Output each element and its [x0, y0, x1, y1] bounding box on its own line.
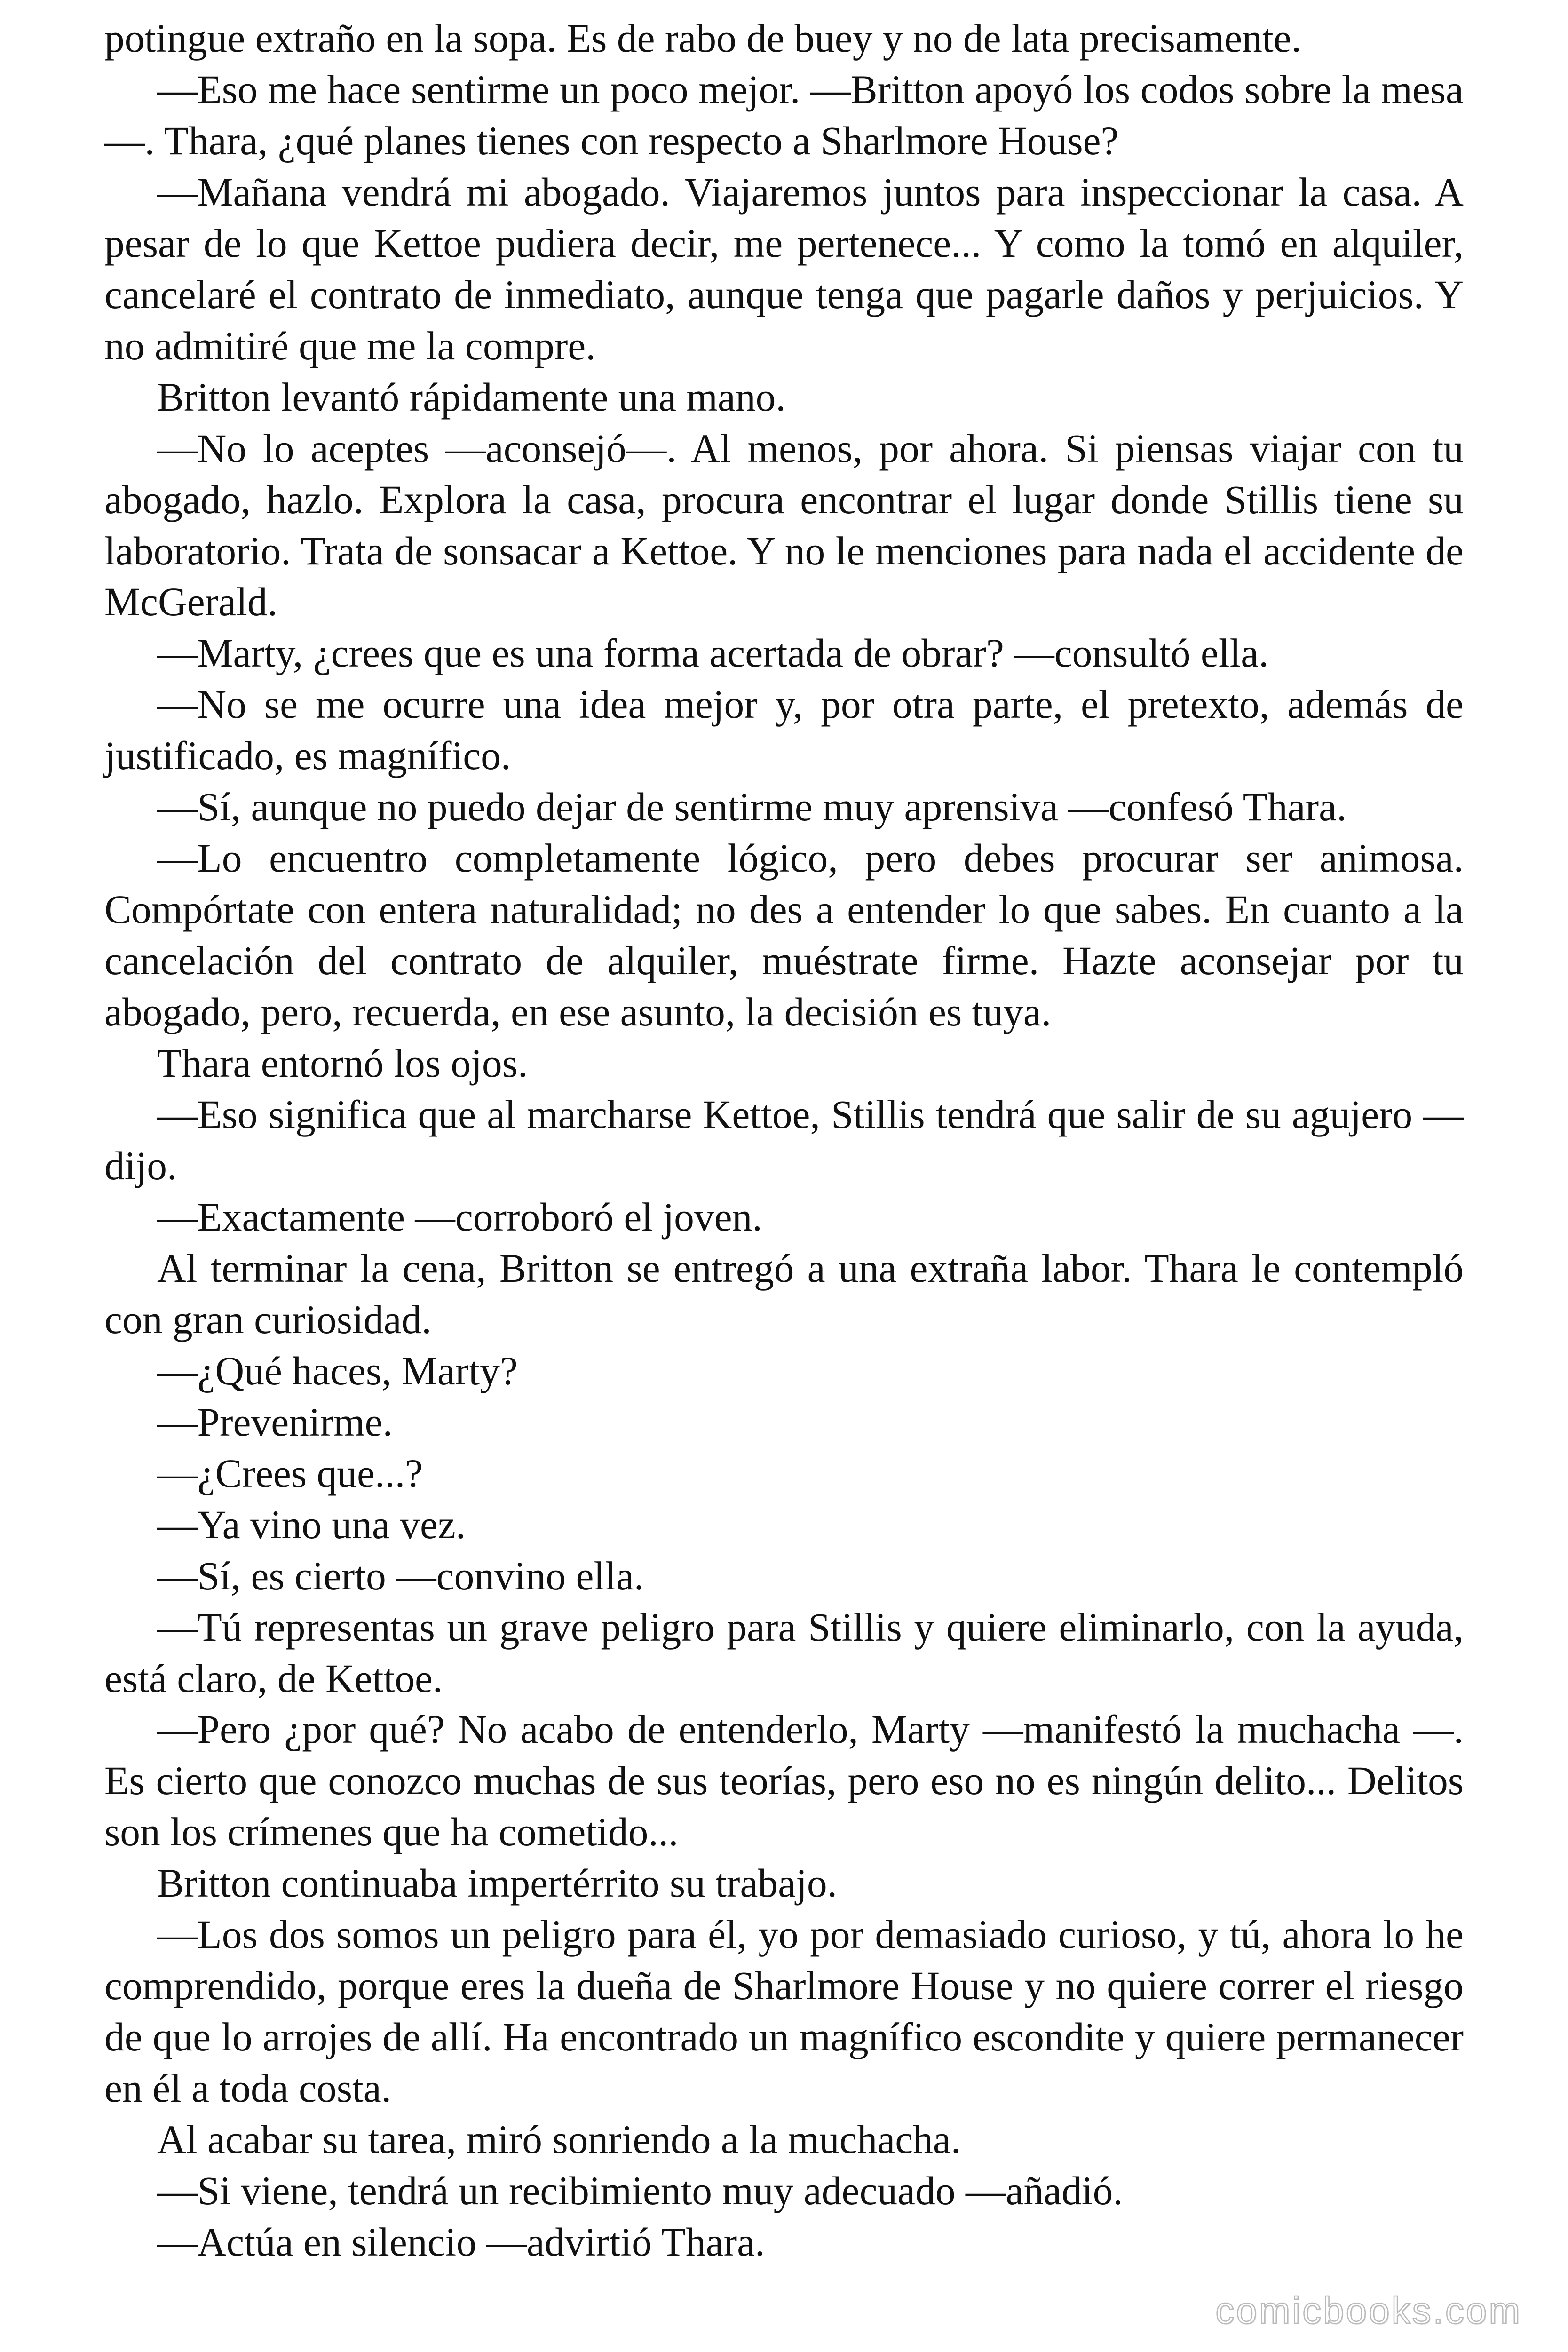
paragraph: —Prevenirme.: [157, 1400, 393, 1445]
paragraph: —Lo encuentro completamente lógico, pero debes procurar ser animosa. Compórtate con entera naturalidad; no des a entender lo que sabes. En cuanto a la cancelación del contrato de alquiler, muéstrate firme. Hazte aconsejar por tu abogado, pero, recuerda, en ese asunto, la decisión es tuya.: [104, 836, 1464, 1035]
paragraph: Al terminar la cena, Britton se entregó a una extraña labor. Thara le contempló con gran curiosidad.: [104, 1246, 1464, 1342]
paragraph: —Exactamente —corroboró el joven.: [157, 1195, 762, 1240]
paragraph: Thara entornó los ojos.: [157, 1041, 528, 1086]
paragraph: —Si viene, tendrá un recibimiento muy adecuado —añadió.: [157, 2169, 1123, 2214]
paragraph: —Ya vino una vez.: [157, 1502, 466, 1547]
paragraph: —Eso me hace sentirme un poco mejor. —Britton apoyó los codos sobre la mesa—. Thara, ¿qué planes tienes con respecto a Sharlmore House?: [104, 67, 1464, 163]
paragraph: —¿Qué haces, Marty?: [157, 1349, 518, 1393]
paragraph: —Sí, aunque no puedo dejar de sentirme muy aprensiva —confesó Thara.: [157, 785, 1347, 830]
paragraph: —No se me ocurre una idea mejor y, por otra parte, el pretexto, además de justificado, es magnífico.: [104, 683, 1464, 779]
paragraph: potingue extraño en la sopa. Es de rabo de buey y no de lata precisamente.: [104, 16, 1302, 61]
paragraph: —¿Crees que...?: [157, 1451, 423, 1496]
paragraph: Britton levantó rápidamente una mano.: [157, 375, 786, 420]
paragraph: —Pero ¿por qué? No acabo de entenderlo, Marty —manifestó la muchacha —. Es cierto que conozco muchas de sus teorías, pero eso no es ningún delito... Delitos son los crímenes que ha cometido...: [104, 1708, 1464, 1855]
paragraph: —No lo aceptes —aconsejó—. Al menos, por ahora. Si piensas viajar con tu abogado, hazlo. Explora la casa, procura encontrar el lugar donde Stillis tiene su laboratorio. Trata de sonsacar a Kettoe. Y no le menciones para nada el accidente de McGerald.: [104, 426, 1464, 625]
watermark-text: comicbooks.com: [1215, 2289, 1522, 2331]
paragraph: —Marty, ¿crees que es una forma acertada de obrar? —consultó ella.: [157, 631, 1269, 676]
paragraph: —Mañana vendrá mi abogado. Viajaremos juntos para inspeccionar la casa. A pesar de lo que Kettoe pudiera decir, me pertenece... Y como la tomó en alquiler, cancelaré el contrato de inmediato, aunque tenga que pagarle daños y perjuicios. Y no admitiré que me la compre.: [104, 170, 1464, 368]
paragraph: Britton continuaba impertérrito su trabajo.: [157, 1861, 837, 1906]
paragraph: —Sí, es cierto —convino ella.: [157, 1554, 644, 1598]
paragraph: —Actúa en silencio —advirtió Thara.: [157, 2220, 765, 2265]
paragraph: Al acabar su tarea, miró sonriendo a la muchacha.: [157, 2118, 961, 2162]
paragraph: —Eso significa que al marcharse Kettoe, Stillis tendrá que salir de su agujero —dijo.: [104, 1093, 1464, 1188]
body-text: [104, 13, 1464, 2268]
paragraph: —Los dos somos un peligro para él, yo por demasiado curioso, y tú, ahora lo he comprendido, porque eres la dueña de Sharlmore House y no quiere correr el riesgo de que lo arrojes de allí. Ha encontrado un magnífico escondite y quiere permanecer en él a toda costa.: [104, 1913, 1464, 2111]
paragraph: —Tú representas un grave peligro para Stillis y quiere eliminarlo, con la ayuda, está claro, de Kettoe.: [104, 1605, 1464, 1701]
